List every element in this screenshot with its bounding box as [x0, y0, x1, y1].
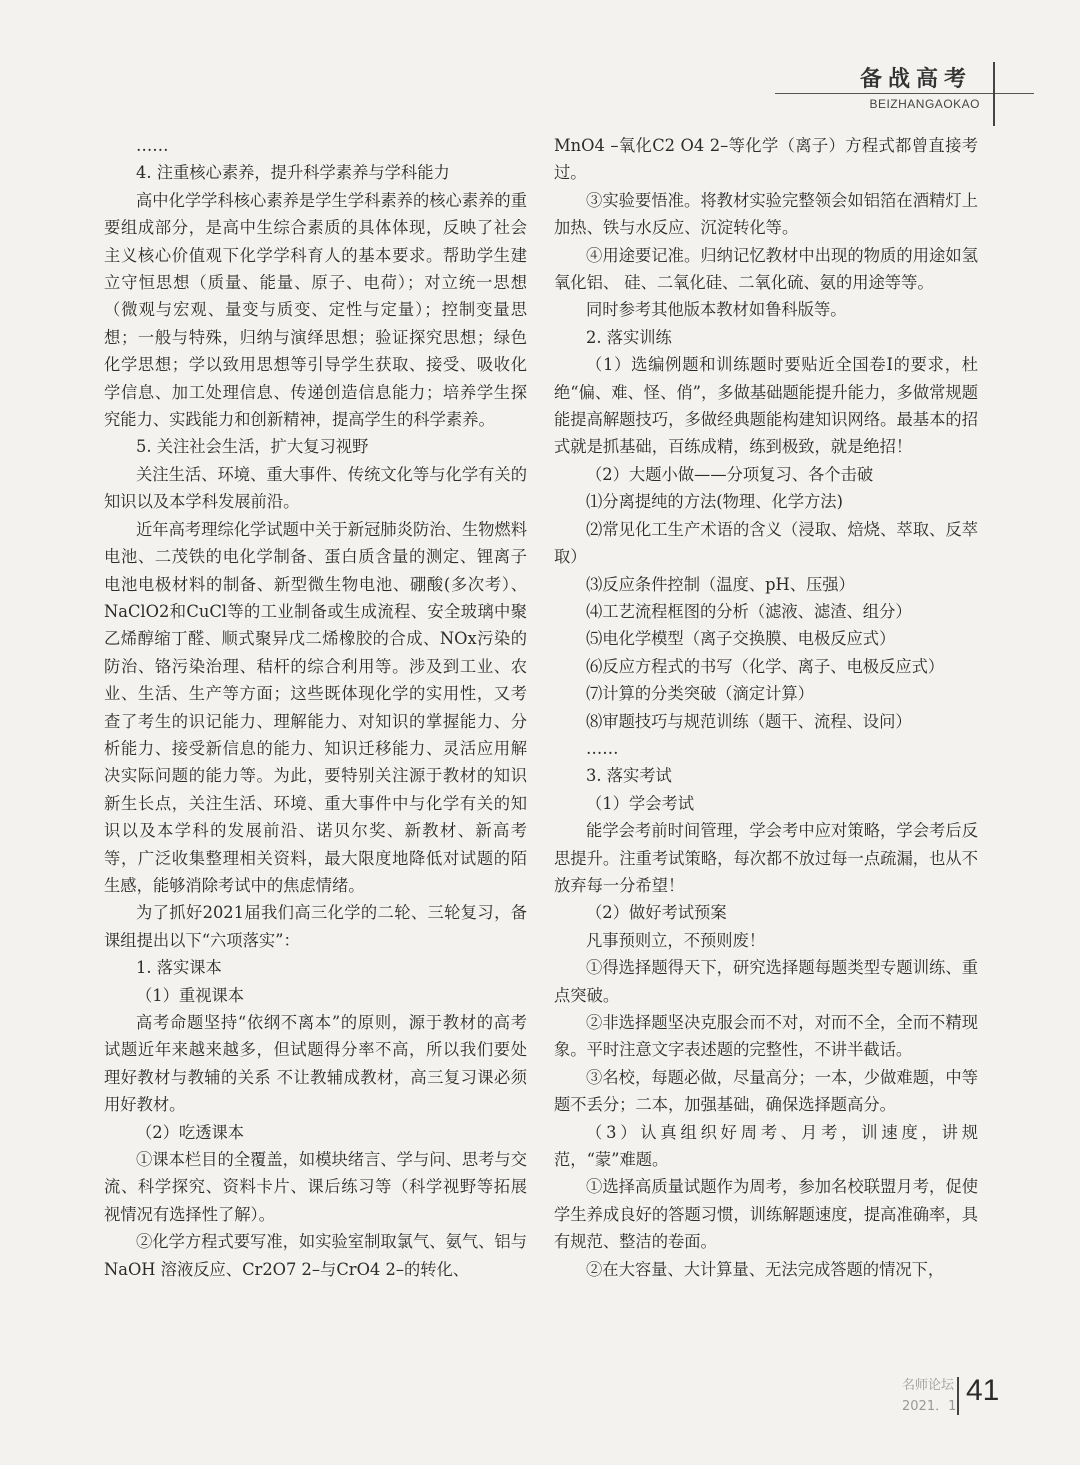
list-item: ⑻审题技巧与规范训练（题干、流程、设问）: [586, 711, 912, 731]
footer-magazine-name: 名师论坛: [902, 1378, 955, 1393]
list-item: ⑵常见化工生产术语的含义（浸取、焙烧、萃取、反萃取）: [554, 519, 978, 567]
left-column: [104, 132, 527, 1283]
list-item: ⑸电化学模型（离子交换膜、电极反应式）: [586, 629, 896, 649]
paragraph: MnO4 –氧化C2 O4 2–等化学（离子）方程式都曾直接考过。: [554, 136, 978, 183]
list-item: ⑷工艺流程框图的分析（滤液、滤渣、组分）: [586, 601, 912, 621]
header-vertical-bar: [993, 62, 995, 126]
subsection-heading: （2）吃透课本: [136, 1122, 245, 1142]
header-rule: [775, 93, 1034, 94]
ellipsis: ……: [136, 136, 169, 155]
column-subtitle: BEIZHANGAOKAO: [869, 97, 980, 111]
subsection-heading: （1）学会考试: [586, 793, 695, 813]
footer-divider: [957, 1377, 959, 1415]
paragraph: 能学会考前时间管理，学会考中应对策略，学会考后反思提升。注重考试策略，每次都不放过每一点疏漏，也从不放弃每一分希望！: [554, 821, 978, 895]
section-heading: 5. 关注社会生活，扩大复习视野: [136, 437, 369, 457]
paragraph: ②化学方程式要写准，如实验室制取氯气、氨气、铝与NaOH 溶液反应、Cr2O7 2–与CrO4 2–的转化、: [104, 1232, 527, 1279]
section-heading: 4. 注重核心素养，提升科学素养与学科能力: [136, 163, 450, 183]
paragraph: ①课本栏目的全覆盖，如模块绪言、学与问、思考与交流、科学探究、资料卡片、课后练习等（科学视野等拓展视情况有选择性了解）。: [104, 1150, 527, 1224]
paragraph: ④用途要记准。归纳记忆教材中出现的物质的用途如氢氧化铝、 硅、二氧化硅、二氧化硫、氨的用途等等。: [554, 245, 978, 293]
subsection-heading: （2）做好考试预案: [586, 903, 727, 923]
list-item: ⑺计算的分类突破（滴定计算）: [586, 684, 814, 704]
paragraph: 高考命题坚持“依纲不离本”的原则，源于教材的高考试题近年来越来越多，但试题得分率不高，所以我们要处理好教材与教辅的关系 不让教辅成教材，高三复习课必须用好教材。: [104, 1013, 527, 1115]
paragraph: 近年高考理综化学试题中关于新冠肺炎防治、生物燃料电池、二茂铁的电化学制备、蛋白质含量的测定、锂离子电池电极材料的制备、新型微生物电池、硼酸(多次考）、NaClO2和CuCl等的工业制备或生成流程、安全玻璃中聚乙烯醇缩丁醛、顺式聚异戊二烯橡胶的合成、NOx污染的防治、铬污染治理、秸杆的综合利用等。涉及到工业、农业、生活、生产等方面；这些既体现化学的实用性，又考查了考生的识记能力、理解能力、对知识的掌握能力、分析能力、接受新信息的能力、知识迁移能力、灵活应用解决实际问题的能力等。为此，要特别关注源于教材的知识新生长点，关注生活、环境、重大事件中与化学有关的知识以及本学科的发展前沿、诺贝尔奖、新教材、新高考等，广泛收集整理相关资料，最大限度地降低对试题的陌生感，能够消除考试中的焦虑情绪。: [104, 519, 527, 895]
page-number: 41: [966, 1374, 1000, 1407]
list-item: ⑴分离提纯的方法(物理、化学方法): [586, 492, 843, 512]
list-item: ⑶反应条件控制（温度、pH、压强）: [586, 574, 855, 594]
paragraph: ①选择高质量试题作为周考，参加名校联盟月考，促使学生养成良好的答题习惯，训练解题速度，提高准确率，具有规范、整洁的卷面。: [554, 1177, 978, 1252]
section-heading: 3. 落实考试: [586, 766, 672, 786]
column-title: 备战高考: [859, 67, 972, 92]
right-column: [554, 132, 978, 1283]
footer-issue-date: 2021．1: [902, 1399, 957, 1414]
paragraph: 高中化学学科核心素养是学生学科素养的核心素养的重要组成部分，是高中生综合素质的具体体现，反映了社会主义核心价值观下化学学科育人的基本要求。帮助学生建立守恒思想（质量、能量、原子、电荷）；对立统一思想（微观与宏观、量变与质变、定性与定量）；控制变量思想；一般与特殊，归纳与演绎思想；验证探究思想；绿色化学思想；学以致用思想等引导学生获取、接受、吸收化学信息、加工处理信息、传递创造信息能力；培养学生探究能力、实践能力和创新精神，提高学生的科学素养。: [104, 190, 527, 430]
page-header: [0, 0, 1080, 120]
subsection-heading: （2）大题小做——分项复习、各个击破: [586, 464, 874, 484]
paragraph: 为了抓好2021届我们高三化学的二轮、三轮复习，备课组提出以下“六项落实”：: [104, 903, 527, 950]
ellipsis: ……: [586, 738, 619, 758]
paragraph: ②非选择题坚决克服会而不对，对而不全，全而不精现象。平时注意文字表述题的完整性，不讲半截话。: [554, 1013, 978, 1060]
subsection-heading: （1）重视课本: [136, 985, 245, 1005]
section-heading: 1. 落实课本: [136, 958, 222, 978]
subsection-heading: （3）认真组织好周考、月考，训速度，讲规范，“蒙”难题。: [554, 1122, 978, 1170]
list-item: ⑹反应方程式的书写（化学、离子、电极反应式）: [586, 656, 945, 676]
paragraph: 同时参考其他版本教材如鲁科版等。: [586, 300, 847, 320]
paragraph: ①得选择题得天下，研究选择题每题类型专题训练、重点突破。: [554, 958, 978, 1005]
paragraph: 凡事预则立，不预则废！: [586, 930, 766, 950]
paragraph: 关注生活、环境、重大事件、传统文化等与化学有关的知识以及本学科发展前沿。: [104, 464, 527, 512]
paragraph: ③名校，每题必做，尽量高分；一本，少做难题，中等题不丢分；二本，加强基础，确保选择题高分。: [554, 1067, 978, 1115]
section-heading: 2. 落实训练: [586, 327, 672, 347]
paragraph: ②在大容量、大计算量、无法完成答题的情况下，: [586, 1259, 945, 1279]
paragraph: （1）选编例题和训练题时要贴近全国卷Ⅰ的要求，杜绝“偏、难、怪、俏”，多做基础题能提升能力，多做常规题能提高解题技巧，多做经典题能构建知识网络。最基本的招式就是抓基础，百练成精，练到极致，就是绝招！: [554, 355, 978, 457]
paragraph: ③实验要悟准。将教材实验完整领会如铝箔在酒精灯上加热、铁与水反应、沉淀转化等。: [554, 190, 978, 238]
